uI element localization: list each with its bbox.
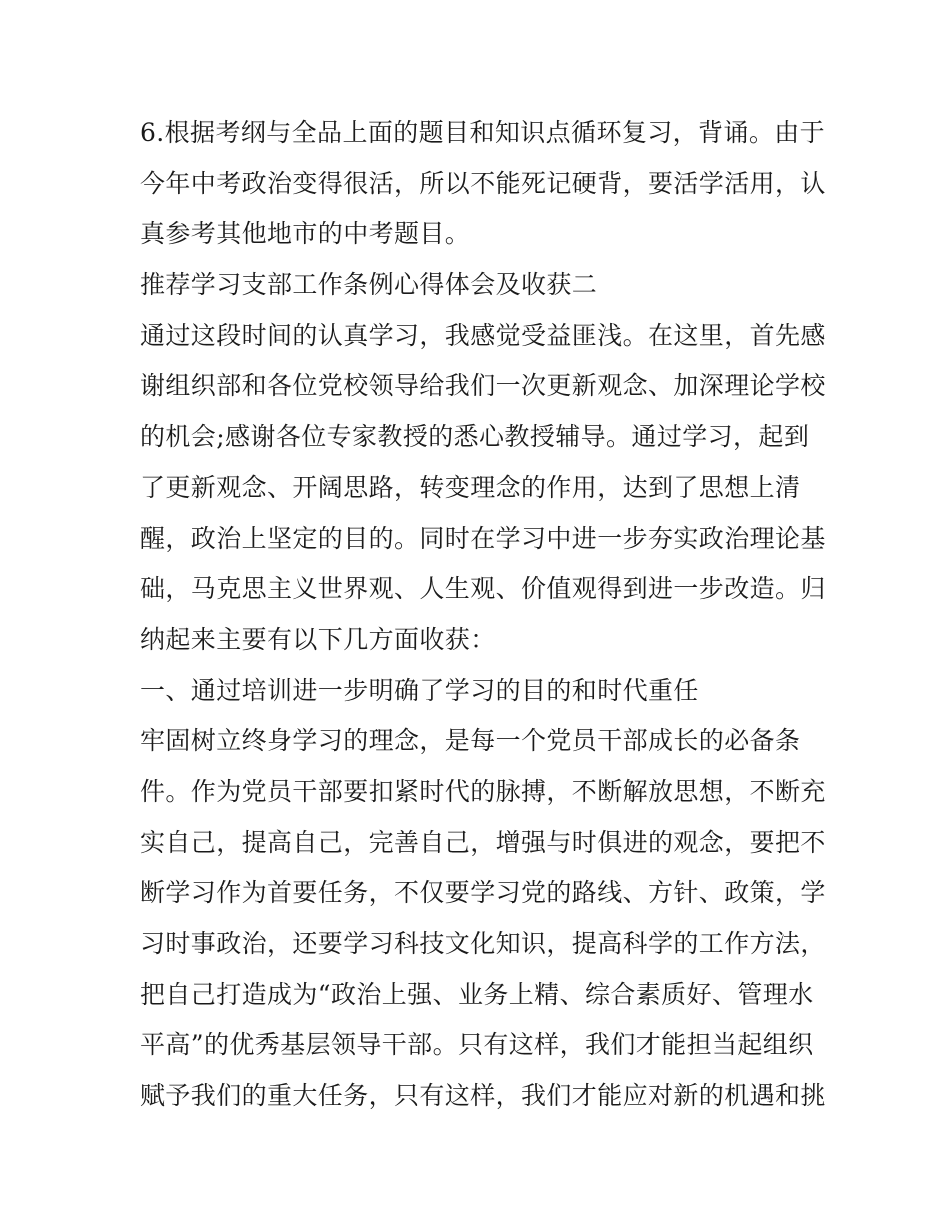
text-line: 把自己打造成为“政治上强、业务上精、综合素质好、管理水	[140, 979, 814, 1009]
section-heading: 推荐学习支部工作条例心得体会及收获二	[140, 270, 598, 300]
text-line: 赋予我们的重大任务，只有这样，我们才能应对新的机遇和挑	[140, 1081, 826, 1111]
text-line: 醒，政治上坚定的目的。同时在学习中进一步夯实政治理论基	[140, 523, 826, 553]
text-line: 实自己，提高自己，完善自己，增强与时俱进的观念，要把不	[140, 827, 826, 857]
text-line: 习时事政治，还要学习科技文化知识，提高科学的工作方法，	[140, 929, 826, 958]
text-line: 今年中考政治变得很活，所以不能死记硬背，要活学活用，认	[140, 168, 826, 198]
text-line: 了更新观念、开阔思路，转变理念的作用，达到了思想上清	[140, 472, 801, 502]
section-heading: 一、通过培训进一步明确了学习的目的和时代重任	[140, 675, 699, 705]
text-line: 的机会;感谢各位专家教授的悉心教授辅导。通过学习，起到	[140, 422, 810, 452]
text-line: 牢固树立终身学习的理念，是每一个党员干部成长的必备条	[140, 726, 801, 756]
text-line: 纳起来主要有以下几方面收获：	[140, 624, 496, 654]
text-line: 通过这段时间的认真学习，我感觉受益匪浅。在这里，首先感	[140, 320, 826, 350]
text-line: 真参考其他地市的中考题目。	[140, 219, 471, 249]
text-line: 6.根据考纲与全品上面的题目和知识点循环复习，背诵。由于	[140, 118, 826, 147]
text-line: 件。作为党员干部要扣紧时代的脉搏，不断解放思想，不断充	[140, 776, 826, 806]
body-text	[140, 108, 826, 1122]
text-line: 础，马克思主义世界观、人生观、价值观得到进一步改造。归	[140, 574, 826, 604]
text-line: 平高”的优秀基层领导干部。只有这样，我们才能担当起组织	[140, 1030, 814, 1060]
text-line: 谢组织部和各位党校领导给我们一次更新观念、加深理论学校	[140, 371, 826, 401]
text-line: 断学习作为首要任务，不仅要学习党的路线、方针、政策，学	[140, 878, 826, 908]
